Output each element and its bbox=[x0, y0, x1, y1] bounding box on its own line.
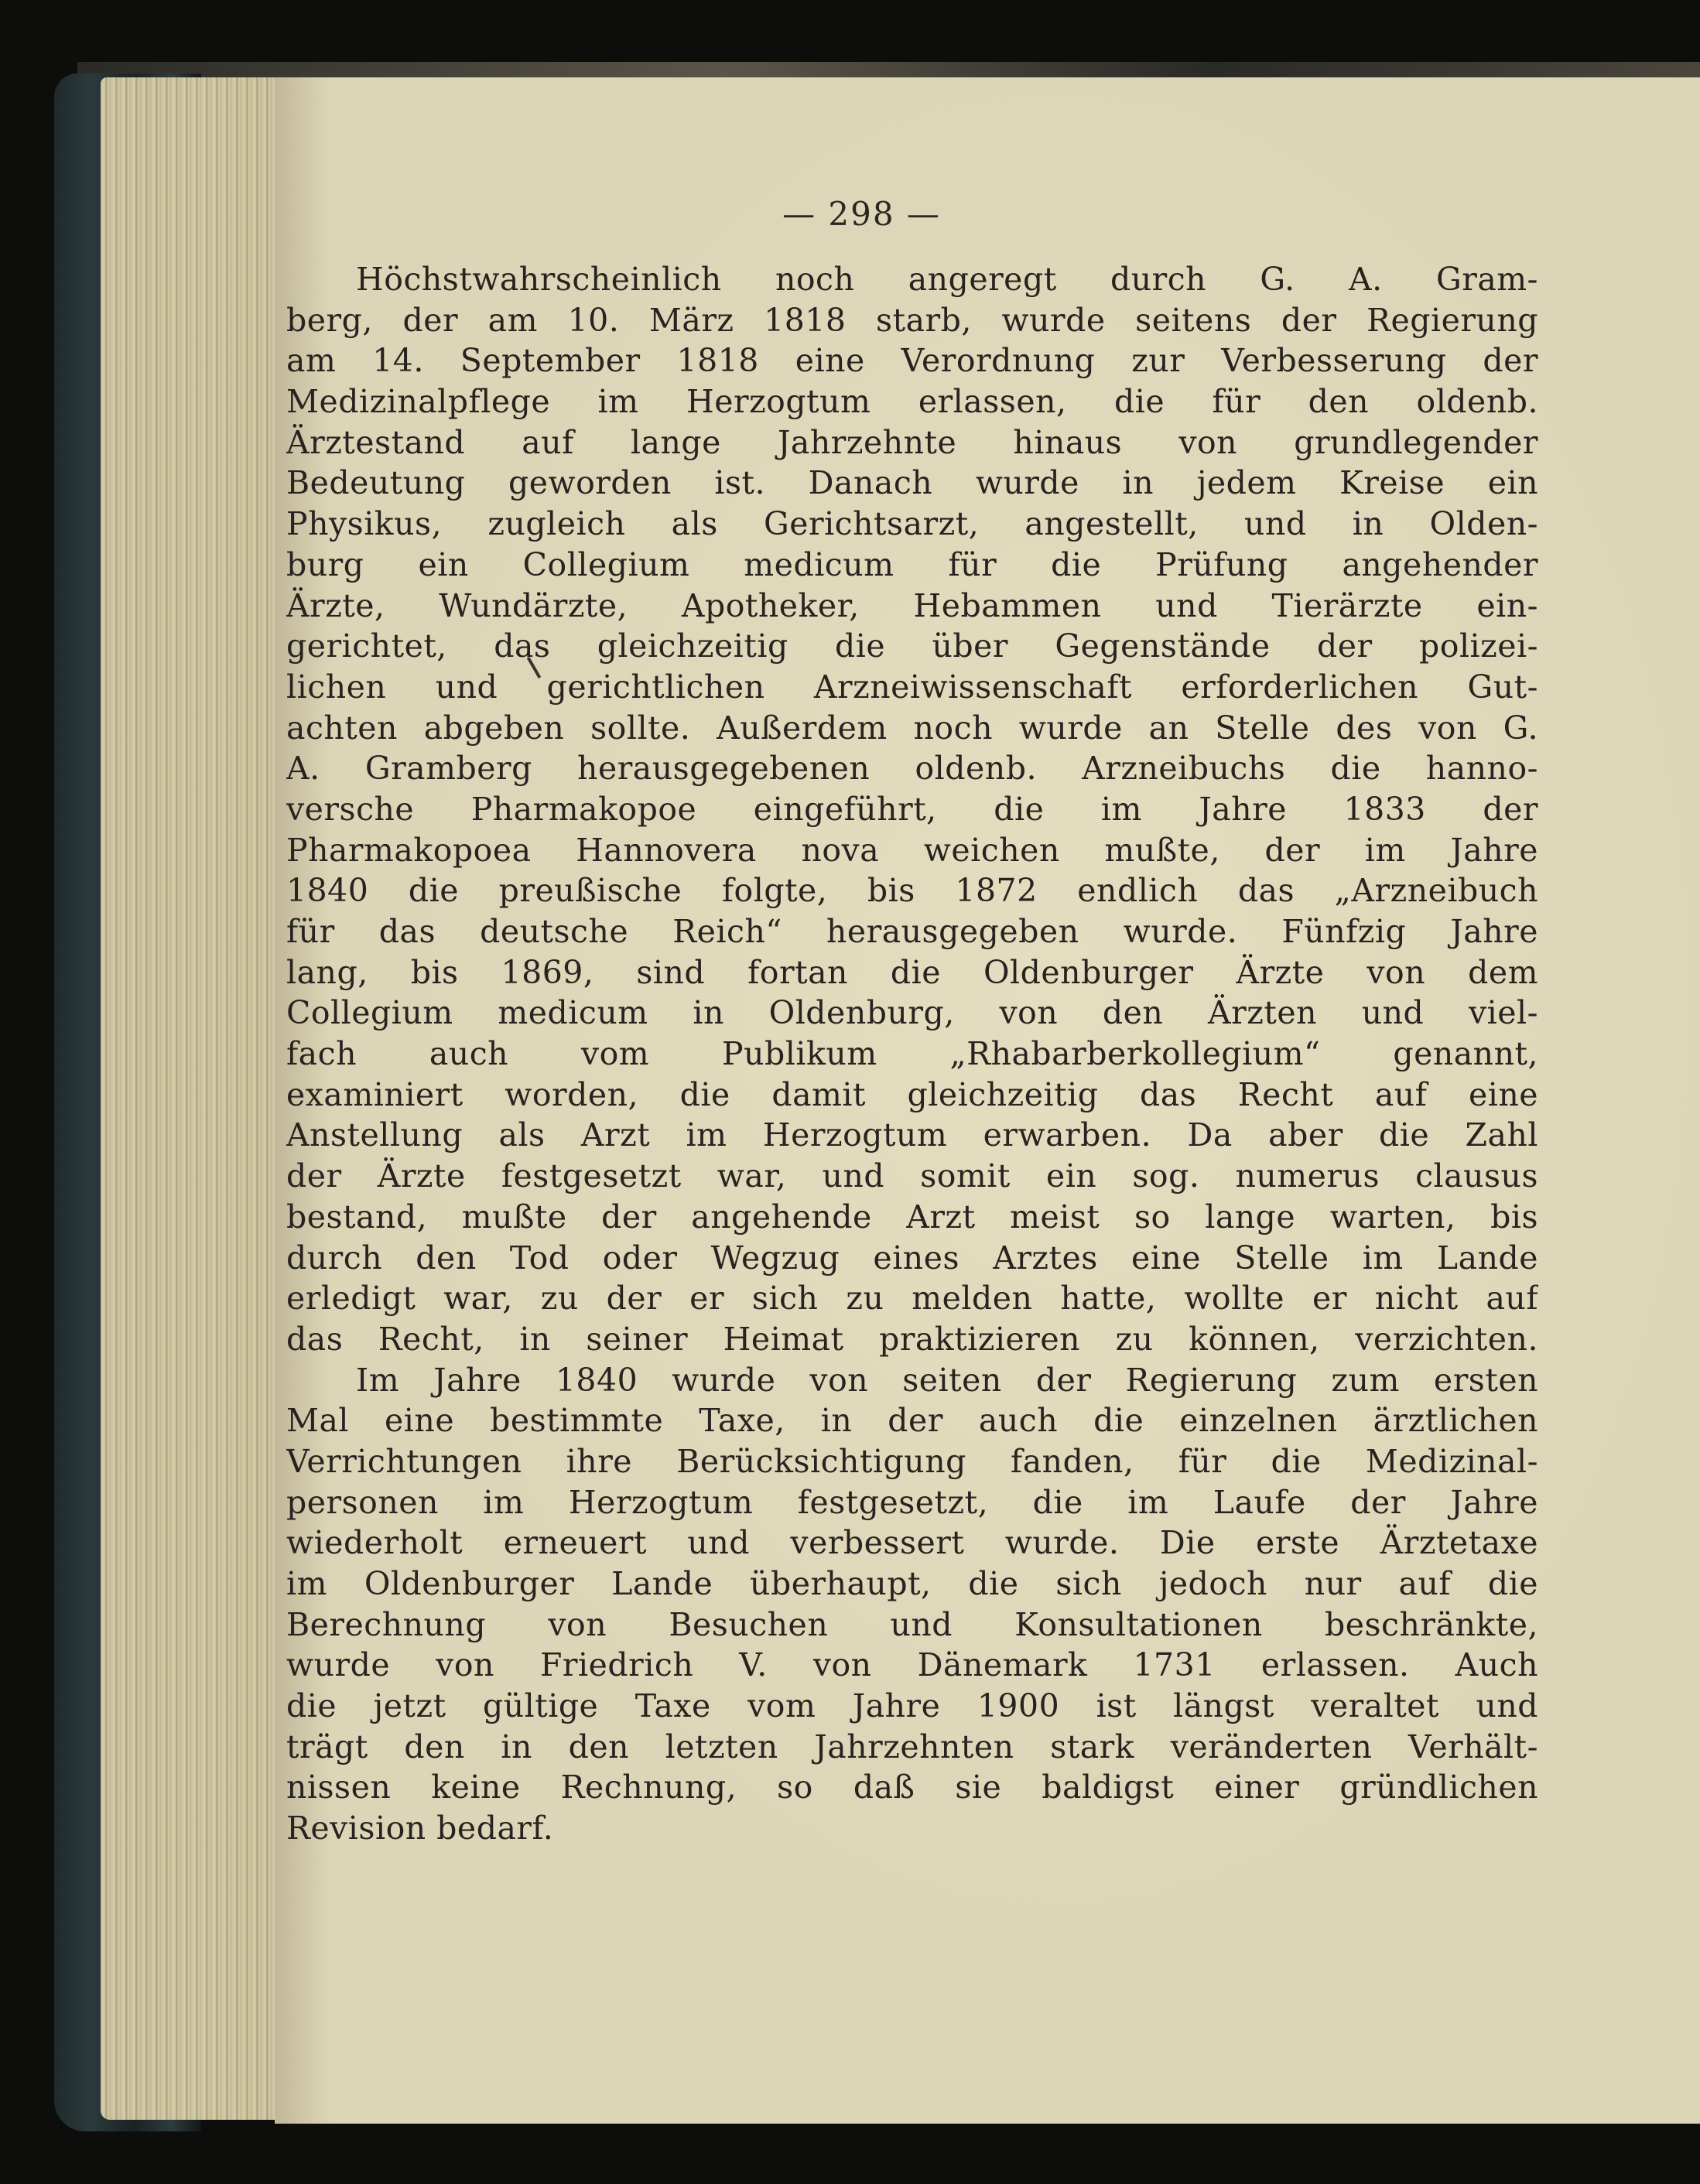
text-line: berg, der am 10. März 1818 starb, wurde seitens der Regierung bbox=[286, 301, 1538, 339]
text-line: 1840 die preußische folgte, bis 1872 endlich das „Arzneibuch bbox=[286, 872, 1538, 910]
text-line: Höchstwahrscheinlich noch angeregt durch G. A. Gram- bbox=[356, 261, 1538, 298]
text-line: Ärztestand auf lange Jahrzehnte hinaus von grundlegender bbox=[286, 423, 1538, 461]
text-line: A. Gramberg herausgegebenen oldenb. Arzneibuchs die hanno- bbox=[286, 750, 1538, 788]
text-line: gerichtet, das gleichzeitig die über Gegenstände der polizei- bbox=[286, 627, 1538, 665]
text-line: wurde von Friedrich V. von Dänemark 1731 erlassen. Auch bbox=[286, 1646, 1538, 1684]
text-line: am 14. September 1818 eine Verordnung zur Verbesserung der bbox=[286, 342, 1538, 380]
text-line: fach auch vom Publikum „Rhabarberkollegium“ genannt, bbox=[286, 1035, 1538, 1073]
text-line: Physikus, zugleich als Gerichtsarzt, angestellt, und in Olden- bbox=[286, 505, 1538, 543]
text-line: der Ärzte festgesetzt war, und somit ein sog. numerus clausus bbox=[286, 1157, 1538, 1195]
text-line: nissen keine Rechnung, so daß sie baldigst einer gründlichen bbox=[286, 1769, 1538, 1806]
text-line: für das deutsche Reich“ herausgegeben wurde. Fünfzig Jahre bbox=[286, 913, 1538, 950]
text-line: Berechnung von Besuchen und Konsultationen beschränkte, bbox=[286, 1605, 1538, 1643]
page-edges bbox=[101, 77, 286, 2120]
text-line: achten abgeben sollte. Außerdem noch wurde an Stelle des von G. bbox=[286, 709, 1538, 747]
text-line: Revision bedarf. bbox=[286, 1810, 554, 1847]
text-line: durch den Tod oder Wegzug eines Arztes eine Stelle im Lande bbox=[286, 1239, 1538, 1277]
text-line: wiederholt erneuert und verbessert wurde. Die erste Ärztetaxe bbox=[286, 1524, 1538, 1562]
text-line: burg ein Collegium medicum für die Prüfung angehender bbox=[286, 545, 1538, 583]
text-line: bestand, mußte der angehende Arzt meist so lange warten, bis bbox=[286, 1198, 1538, 1236]
text-line: erledigt war, zu der er sich zu melden hatte, wollte er nicht auf bbox=[286, 1280, 1538, 1318]
text-line: Im Jahre 1840 wurde von seiten der Regierung zum ersten bbox=[356, 1361, 1538, 1399]
text-line: die jetzt gültige Taxe vom Jahre 1900 ist längst veraltet und bbox=[286, 1687, 1538, 1725]
text-line: Collegium medicum in Oldenburg, von den Ärzten und viel- bbox=[286, 994, 1538, 1032]
text-line: personen im Herzogtum festgesetzt, die im Laufe der Jahre bbox=[286, 1483, 1538, 1521]
text-line: Bedeutung geworden ist. Danach wurde in jedem Kreise ein bbox=[286, 464, 1538, 502]
text-line: Medizinalpflege im Herzogtum erlassen, die für den oldenb. bbox=[286, 383, 1538, 421]
text-line: versche Pharmakopoe eingeführt, die im Jahre 1833 der bbox=[286, 790, 1538, 828]
page-number: — 298 — bbox=[782, 195, 941, 233]
text-line: Verrichtungen ihre Berücksichtigung fanden, für die Medizinal- bbox=[286, 1442, 1538, 1480]
text-line: lichen und gerichtlichen Arzneiwissenschaft erforderlichen Gut- bbox=[286, 668, 1538, 706]
text-line: Ärzte, Wundärzte, Apotheker, Hebammen und Tierärzte ein- bbox=[286, 586, 1538, 624]
text-line: trägt den in den letzten Jahrzehnten stark veränderten Verhält- bbox=[286, 1728, 1538, 1765]
text-line: examiniert worden, die damit gleichzeitig das Recht auf eine bbox=[286, 1075, 1538, 1113]
text-line: Pharmakopoea Hannovera nova weichen mußte, der im Jahre bbox=[286, 831, 1538, 869]
text-line: das Recht, in seiner Heimat praktizieren zu können, verzichten. bbox=[286, 1320, 1538, 1358]
book-top-edge bbox=[77, 62, 1700, 79]
text-line: im Oldenburger Lande überhaupt, die sich jedoch nur auf die bbox=[286, 1565, 1538, 1602]
body-text bbox=[286, 259, 1538, 1849]
text-line: lang, bis 1869, sind fortan die Oldenburger Ärzte von dem bbox=[286, 953, 1538, 991]
text-line: Anstellung als Arzt im Herzogtum erwarben. Da aber die Zahl bbox=[286, 1116, 1538, 1154]
text-line: Mal eine bestimmte Taxe, in der auch die einzelnen ärztlichen bbox=[286, 1402, 1538, 1440]
